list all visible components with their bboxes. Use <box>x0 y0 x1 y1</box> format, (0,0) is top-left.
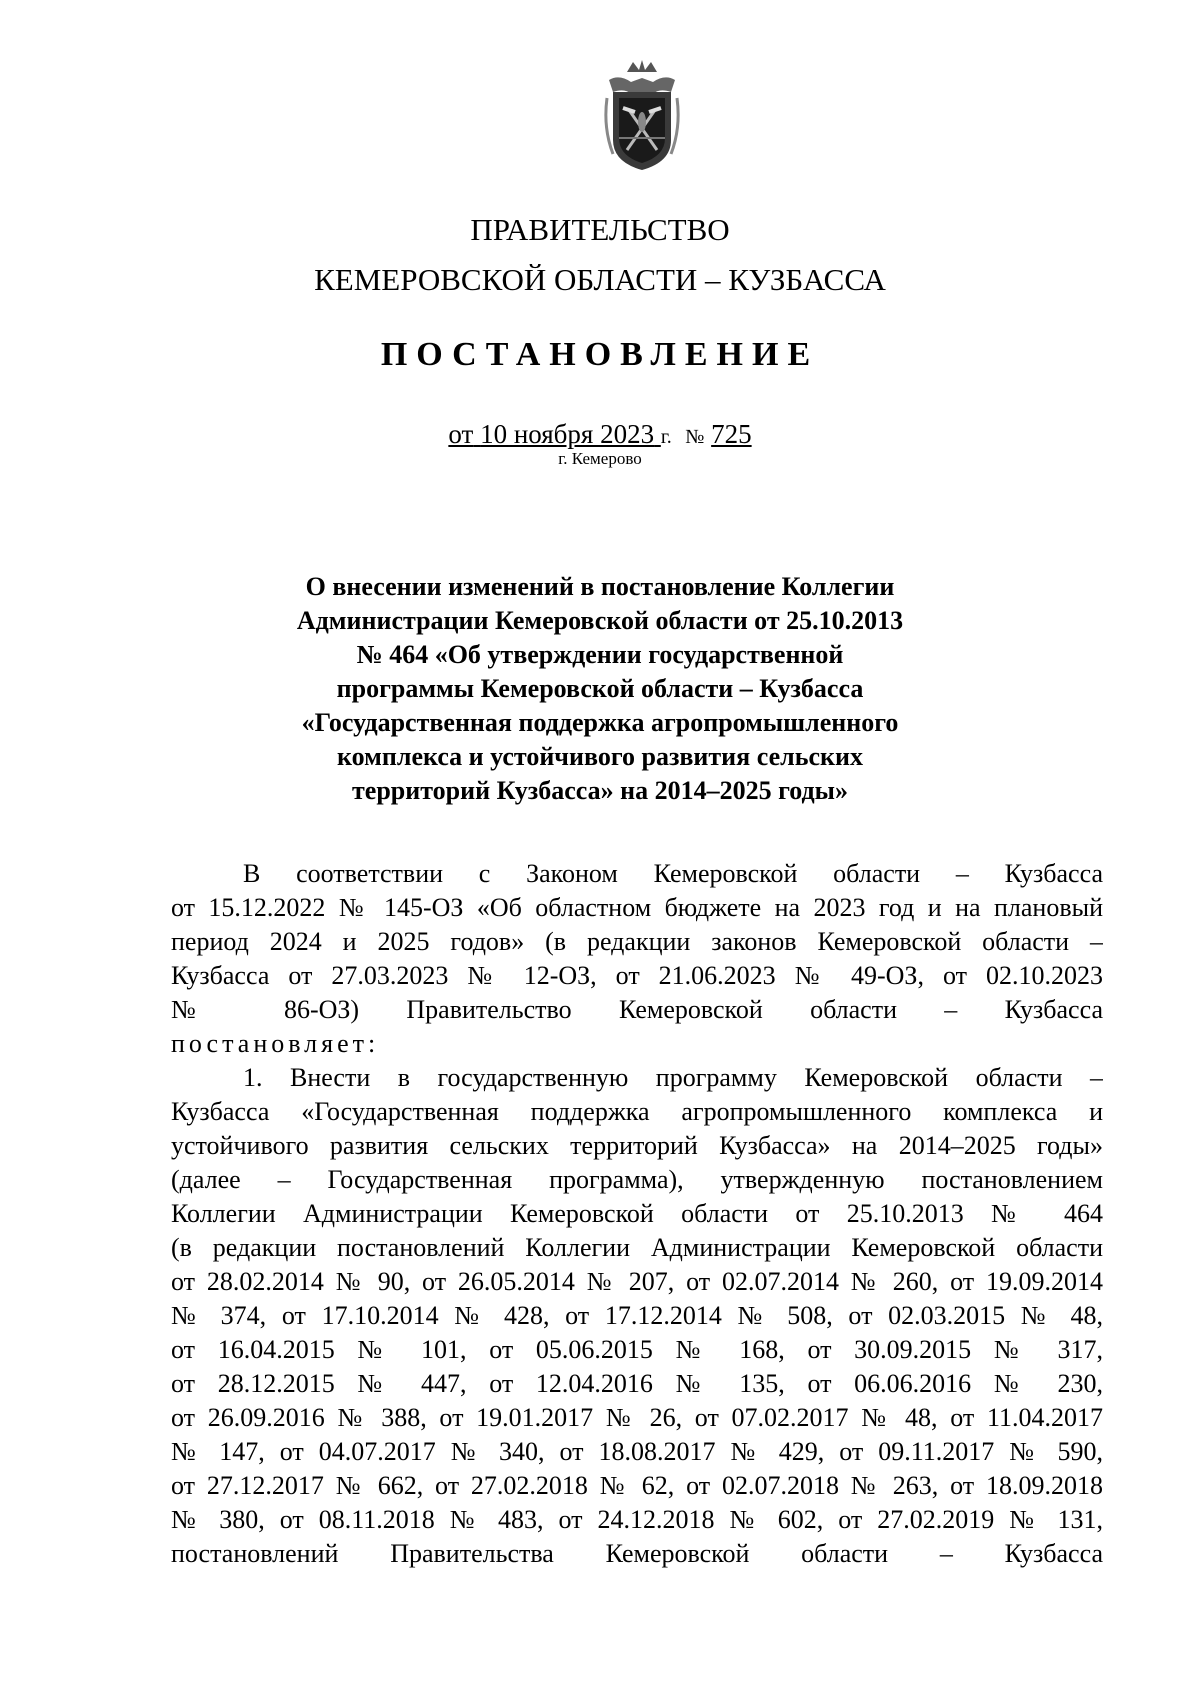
document-city: г. Кемерово <box>558 449 642 468</box>
document-body <box>171 857 1103 1571</box>
document-type: ПОСТАНОВЛЕНИЕ <box>380 336 820 373</box>
item1-line: постановлений Правительства Кемеровской области – Кузбасса <box>171 1539 1103 1568</box>
org-name-line1: ПРАВИТЕЛЬСТВО <box>470 212 730 247</box>
item1-line: устойчивого развития сельских территорий Кузбасса» на 2014–2025 годы» <box>171 1131 1103 1160</box>
date-prefix: от <box>448 419 474 449</box>
document-title <box>0 570 1200 808</box>
title-line: программы Кемеровской области – Кузбасса <box>336 674 864 703</box>
preamble-line: В соответствии с Законом Кемеровской области – Кузбасса <box>243 859 1103 888</box>
item1-line: Кузбасса «Государственная поддержка агропромышленного комплекса и <box>171 1097 1103 1126</box>
item1-line: от 16.04.2015 № 101, от 05.06.2015 № 168, от 30.09.2015 № 317, <box>171 1335 1103 1364</box>
preamble-line: № 86-ОЗ) Правительство Кемеровской области – Кузбасса <box>171 995 1103 1024</box>
item1-line: от 27.12.2017 № 662, от 27.02.2018 № 62, от 02.07.2018 № 263, от 18.09.2018 <box>171 1471 1103 1500</box>
item1-line: 1. Внести в государственную программу Кемеровской области – <box>243 1063 1103 1092</box>
date-suffix: г. <box>660 426 672 448</box>
item1-line: Коллегии Администрации Кемеровской области от 25.10.2013 № 464 <box>171 1199 1103 1228</box>
org-name-line2: КЕМЕРОВСКОЙ ОБЛАСТИ – КУЗБАССА <box>314 262 886 297</box>
number-sign: № <box>685 426 705 448</box>
title-line: комплекса и устойчивого развития сельских <box>337 742 863 771</box>
document-date: 10 ноября 2023 <box>480 419 655 449</box>
resolves-word: постановляет: <box>171 1029 380 1058</box>
coat-of-arms-icon <box>597 58 687 174</box>
preamble-line: период 2024 и 2025 годов» (в редакции законов Кемеровской области – <box>171 927 1103 956</box>
title-line: О внесении изменений в постановление Коллегии <box>305 572 895 601</box>
item1-line: (в редакции постановлений Коллегии Администрации Кемеровской области <box>171 1233 1103 1262</box>
item1-line: от 26.09.2016 № 388, от 19.01.2017 № 26, от 07.02.2017 № 48, от 11.04.2017 <box>171 1403 1103 1432</box>
title-line: территорий Кузбасса» на 2014–2025 годы» <box>352 776 848 805</box>
item1-line: № 374, от 17.10.2014 № 428, от 17.12.2014 № 508, от 02.03.2015 № 48, <box>171 1301 1103 1330</box>
title-line: № 464 «Об утверждении государственной <box>356 640 844 669</box>
item1-line: № 147, от 04.07.2017 № 340, от 18.08.2017 № 429, от 09.11.2017 № 590, <box>171 1437 1103 1466</box>
document-number: 725 <box>711 419 752 449</box>
item1-line: от 28.02.2014 № 90, от 26.05.2014 № 207, от 02.07.2014 № 260, от 19.09.2014 <box>171 1267 1103 1296</box>
preamble-line: от 15.12.2022 № 145-ОЗ «Об областном бюджете на 2023 год и на плановый <box>171 893 1103 922</box>
item1-line: (далее – Государственная программа), утвержденную постановлением <box>171 1165 1103 1194</box>
title-line: «Государственная поддержка агропромышленного <box>301 708 899 737</box>
preamble-line: Кузбасса от 27.03.2023 № 12-ОЗ, от 21.06.2023 № 49-ОЗ, от 02.10.2023 <box>171 961 1103 990</box>
item1-line: от 28.12.2015 № 447, от 12.04.2016 № 135, от 06.06.2016 № 230, <box>171 1369 1103 1398</box>
title-line: Администрации Кемеровской области от 25.10.2013 <box>296 606 904 635</box>
item1-line: № 380, от 08.11.2018 № 483, от 24.12.2018 № 602, от 27.02.2019 № 131, <box>171 1505 1103 1534</box>
